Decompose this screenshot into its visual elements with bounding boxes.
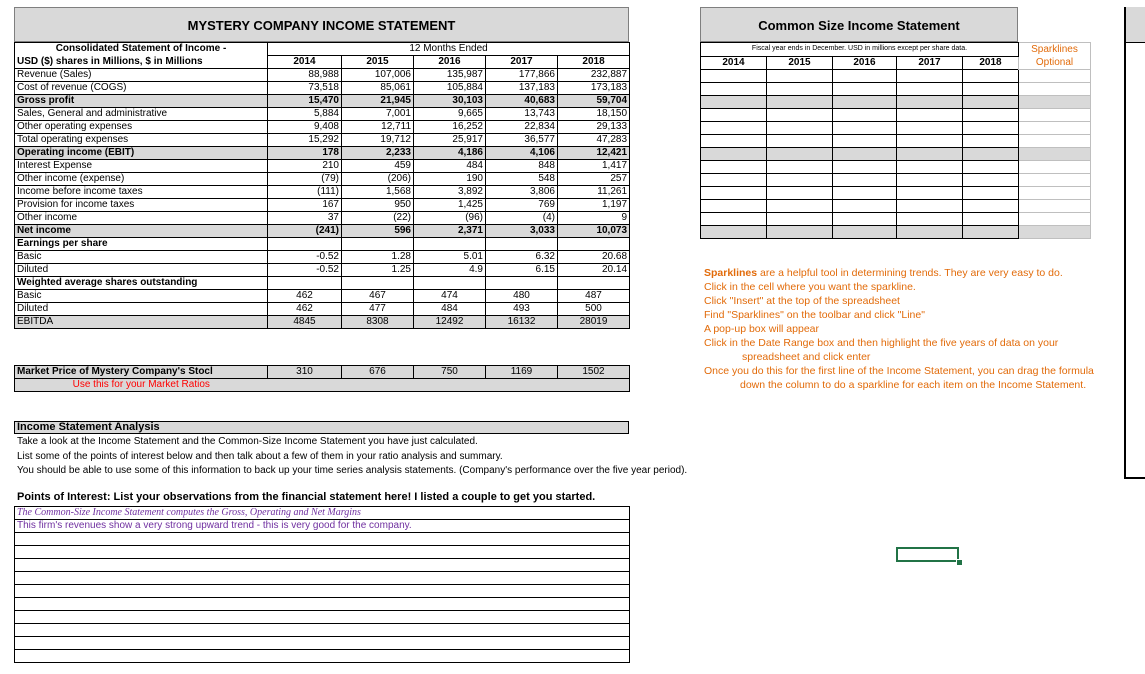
sparkline-line: A pop-up box will appear (704, 323, 819, 335)
cs-value-cell[interactable] (897, 226, 963, 239)
sparkline-cell[interactable] (1019, 174, 1091, 187)
points-table (14, 506, 630, 663)
value-cell[interactable]: 1,417 (558, 160, 630, 173)
sparkline-cell[interactable] (1019, 109, 1091, 122)
cs-value-cell[interactable] (701, 174, 767, 187)
value-cell[interactable]: 137,183 (486, 82, 558, 95)
market-price-label[interactable]: Market Price of Mystery Company's Stocl (15, 366, 268, 379)
value-cell[interactable]: 3,033 (486, 225, 558, 238)
value-cell[interactable]: 950 (342, 199, 414, 212)
sparkline-lead: Sparklines (704, 267, 758, 279)
value-cell[interactable]: 4845 (268, 316, 342, 329)
market-price-cell[interactable]: 676 (342, 366, 414, 379)
value-cell[interactable]: 20.14 (558, 264, 630, 277)
sparkline-cell[interactable] (1019, 161, 1091, 174)
cs-value-cell[interactable] (767, 96, 833, 109)
cs-value-cell[interactable] (833, 83, 897, 96)
value-cell[interactable]: 4.9 (414, 264, 486, 277)
value-cell[interactable]: 28019 (558, 316, 630, 329)
cs-value-cell[interactable] (963, 83, 1019, 96)
cs-value-cell[interactable] (963, 200, 1019, 213)
value-cell[interactable]: 232,887 (558, 69, 630, 82)
value-cell[interactable]: 1.25 (342, 264, 414, 277)
row-label[interactable]: Earnings per share (15, 238, 268, 251)
cs-value-cell[interactable] (833, 70, 897, 83)
cs-value-cell[interactable] (767, 187, 833, 200)
value-cell[interactable]: (111) (268, 186, 342, 199)
value-cell[interactable] (486, 238, 558, 251)
value-cell[interactable]: 5,884 (268, 108, 342, 121)
cs-value-cell[interactable] (833, 96, 897, 109)
optional-label: Optional (1035, 57, 1074, 68)
value-cell[interactable]: 12,421 (558, 147, 630, 160)
value-cell[interactable]: 9,665 (414, 108, 486, 121)
value-cell[interactable]: 37 (268, 212, 342, 225)
cs-value-cell[interactable] (833, 148, 897, 161)
value-cell[interactable] (558, 277, 630, 290)
sparkline-cell[interactable] (1019, 135, 1091, 148)
cs-value-cell[interactable] (963, 96, 1019, 109)
value-cell[interactable]: 1,425 (414, 199, 486, 212)
cs-value-cell[interactable] (701, 96, 767, 109)
header-line1: Consolidated Statement of Income - (55, 43, 227, 55)
cs-value-cell[interactable] (897, 187, 963, 200)
common-size-title: Common Size Income Statement (700, 7, 1018, 42)
value-cell[interactable]: 40,683 (486, 95, 558, 108)
value-cell[interactable]: 47,283 (558, 134, 630, 147)
sparkline-instructions (704, 266, 1124, 392)
market-note[interactable]: Use this for your Market Ratios (15, 379, 268, 392)
cs-year-header[interactable]: 2017 (897, 56, 963, 70)
value-cell[interactable] (268, 277, 342, 290)
value-cell[interactable]: 2,233 (342, 147, 414, 160)
value-cell[interactable]: 9,408 (268, 121, 342, 134)
cs-value-cell[interactable] (701, 187, 767, 200)
value-cell[interactable]: 25,917 (414, 134, 486, 147)
value-cell[interactable]: 1,197 (558, 199, 630, 212)
year-header[interactable]: 2016 (414, 56, 486, 69)
sparkline-cell[interactable] (1019, 96, 1091, 109)
sparkline-line: down the column to do a sparkline for each item on the Income Statement. (740, 379, 1087, 391)
value-cell[interactable] (558, 238, 630, 251)
cs-value-cell[interactable] (833, 135, 897, 148)
row-label[interactable]: Total operating expenses (15, 134, 268, 147)
value-cell[interactable]: 2,371 (414, 225, 486, 238)
value-cell[interactable]: 16132 (486, 316, 558, 329)
value-cell[interactable]: 190 (414, 173, 486, 186)
row-label[interactable]: Interest Expense (15, 160, 268, 173)
sparkline-cell[interactable] (1019, 122, 1091, 135)
value-cell[interactable]: 548 (486, 173, 558, 186)
cs-value-cell[interactable] (833, 187, 897, 200)
value-cell[interactable]: 4,186 (414, 147, 486, 160)
point-row[interactable] (15, 585, 630, 598)
cs-value-cell[interactable] (963, 213, 1019, 226)
year-header[interactable]: 2015 (342, 56, 414, 69)
value-cell[interactable]: 210 (268, 160, 342, 173)
market-price-table (14, 365, 630, 392)
value-cell[interactable]: 467 (342, 290, 414, 303)
value-cell[interactable]: (4) (486, 212, 558, 225)
cs-value-cell[interactable] (963, 70, 1019, 83)
value-cell[interactable]: 1,568 (342, 186, 414, 199)
row-label[interactable]: Operating income (EBIT) (15, 147, 268, 160)
value-cell[interactable]: (22) (342, 212, 414, 225)
cs-value-cell[interactable] (897, 135, 963, 148)
year-header[interactable]: 2014 (268, 56, 342, 69)
row-label[interactable]: Basic (15, 290, 268, 303)
cs-value-cell[interactable] (897, 70, 963, 83)
fill-handle[interactable] (956, 559, 963, 566)
cs-value-cell[interactable] (963, 187, 1019, 200)
value-cell[interactable]: 474 (414, 290, 486, 303)
value-cell[interactable] (342, 238, 414, 251)
value-cell[interactable]: 88,988 (268, 69, 342, 82)
value-cell[interactable] (414, 277, 486, 290)
sparkline-line: Once you do this for the first line of the Income Statement, you can drag the formula (704, 365, 1094, 377)
value-cell[interactable]: 1.28 (342, 251, 414, 264)
cs-value-cell[interactable] (963, 122, 1019, 135)
value-cell[interactable]: 12,711 (342, 121, 414, 134)
value-cell[interactable]: 769 (486, 199, 558, 212)
sparkline-line: spreadsheet and click enter (742, 351, 871, 363)
cs-value-cell[interactable] (833, 161, 897, 174)
sparkline-cell[interactable] (1019, 83, 1091, 96)
sparkline-line: Click in the cell where you want the sparkline. (704, 281, 916, 293)
value-cell[interactable]: 462 (268, 303, 342, 316)
point-row[interactable]: The Common-Size Income Statement computes the Gross, Operating and Net Margins (15, 507, 630, 520)
market-price-cell[interactable]: 1169 (486, 366, 558, 379)
point-row[interactable] (15, 650, 630, 663)
value-cell[interactable]: 36,577 (486, 134, 558, 147)
point-row[interactable] (15, 559, 630, 572)
cs-year-header[interactable]: 2014 (701, 56, 767, 70)
year-header[interactable]: 2017 (486, 56, 558, 69)
value-cell[interactable]: 12492 (414, 316, 486, 329)
sparkline-cell[interactable] (1019, 148, 1091, 161)
value-cell[interactable]: 173,183 (558, 82, 630, 95)
value-cell[interactable]: 22,834 (486, 121, 558, 134)
cs-value-cell[interactable] (701, 109, 767, 122)
cs-value-cell[interactable] (833, 226, 897, 239)
cs-value-cell[interactable] (897, 83, 963, 96)
row-label[interactable]: Other operating expenses (15, 121, 268, 134)
cs-value-cell[interactable] (833, 213, 897, 226)
row-label[interactable]: Sales, General and administrative (15, 108, 268, 121)
value-cell[interactable]: (79) (268, 173, 342, 186)
sparkline-cell[interactable] (1019, 200, 1091, 213)
value-cell[interactable]: 15,292 (268, 134, 342, 147)
cs-value-cell[interactable] (767, 213, 833, 226)
value-cell[interactable]: 105,884 (414, 82, 486, 95)
market-price-cell[interactable]: 1502 (558, 366, 630, 379)
cs-value-cell[interactable] (897, 122, 963, 135)
value-cell[interactable]: 459 (342, 160, 414, 173)
market-price-cell[interactable]: 310 (268, 366, 342, 379)
cs-value-cell[interactable] (767, 122, 833, 135)
cs-value-cell[interactable] (701, 226, 767, 239)
cs-value-cell[interactable] (833, 174, 897, 187)
value-cell[interactable]: 257 (558, 173, 630, 186)
value-cell[interactable]: 11,261 (558, 186, 630, 199)
row-label[interactable]: Basic (15, 251, 268, 264)
value-cell[interactable]: 29,133 (558, 121, 630, 134)
cs-value-cell[interactable] (767, 135, 833, 148)
cs-value-cell[interactable] (767, 83, 833, 96)
value-cell[interactable]: 19,712 (342, 134, 414, 147)
cs-value-cell[interactable] (963, 226, 1019, 239)
cs-value-cell[interactable] (701, 161, 767, 174)
row-label[interactable]: Provision for income taxes (15, 199, 268, 212)
row-label[interactable]: Weighted average shares outstanding (15, 277, 268, 290)
cs-value-cell[interactable] (701, 135, 767, 148)
cs-value-cell[interactable] (897, 96, 963, 109)
row-label[interactable]: Other income (expense) (15, 173, 268, 186)
sparkline-cell[interactable] (1019, 213, 1091, 226)
value-cell[interactable]: 848 (486, 160, 558, 173)
common-size-table (700, 42, 1091, 239)
sparkline-line: Find "Sparklines" on the toolbar and click "Line" (704, 309, 925, 321)
value-cell[interactable] (268, 238, 342, 251)
cs-value-cell[interactable] (701, 148, 767, 161)
value-cell[interactable]: 73,518 (268, 82, 342, 95)
income-statement-table (14, 42, 630, 329)
row-label[interactable]: EBITDA (15, 316, 268, 329)
sparkline-cell[interactable] (1019, 70, 1091, 83)
cs-year-header[interactable]: 2016 (833, 56, 897, 70)
year-header[interactable]: 2018 (558, 56, 630, 69)
row-label[interactable]: Diluted (15, 303, 268, 316)
cs-year-header[interactable]: 2015 (767, 56, 833, 70)
points-title: Points of Interest: List your observations from the financial statement here! I listed a couple to get you started. (17, 491, 596, 503)
value-cell[interactable]: 59,704 (558, 95, 630, 108)
value-cell[interactable]: 500 (558, 303, 630, 316)
cs-value-cell[interactable] (767, 174, 833, 187)
value-cell[interactable]: 462 (268, 290, 342, 303)
value-cell[interactable]: 487 (558, 290, 630, 303)
cs-value-cell[interactable] (767, 161, 833, 174)
value-cell[interactable]: 15,470 (268, 95, 342, 108)
value-cell[interactable] (342, 277, 414, 290)
value-cell[interactable]: 9 (558, 212, 630, 225)
value-cell[interactable]: 8308 (342, 316, 414, 329)
cs-value-cell[interactable] (701, 213, 767, 226)
value-cell[interactable]: 493 (486, 303, 558, 316)
cs-value-cell[interactable] (833, 122, 897, 135)
cs-value-cell[interactable] (963, 174, 1019, 187)
sparkline-line: are a helpful tool in determining trends. They are very easy to do. (757, 267, 1063, 279)
row-label[interactable]: Revenue (Sales) (15, 69, 268, 82)
point-row[interactable] (15, 598, 630, 611)
sparklines-label: Sparklines (1031, 44, 1078, 55)
cs-value-cell[interactable] (897, 109, 963, 122)
header-line2: USD ($) shares in Millions, $ in Millions (17, 55, 203, 67)
value-cell[interactable]: 20.68 (558, 251, 630, 264)
cs-value-cell[interactable] (767, 109, 833, 122)
analysis-text (17, 435, 817, 479)
row-label[interactable]: Income before income taxes (15, 186, 268, 199)
value-cell[interactable]: 85,061 (342, 82, 414, 95)
value-cell[interactable]: 135,987 (414, 69, 486, 82)
cs-value-cell[interactable] (897, 174, 963, 187)
value-cell[interactable] (486, 277, 558, 290)
row-label[interactable]: Gross profit (15, 95, 268, 108)
analysis-title[interactable]: Income Statement Analysis (14, 421, 629, 434)
value-cell[interactable]: 18,150 (558, 108, 630, 121)
analysis-line: Take a look at the Income Statement and the Common-Size Income Statement you have just calculated. (17, 436, 478, 447)
sparkline-line: Click in the Date Range box and then highlight the five years of data on your (704, 337, 1059, 349)
value-cell[interactable]: 21,945 (342, 95, 414, 108)
right-panel-edge (1124, 7, 1145, 479)
cs-value-cell[interactable] (963, 148, 1019, 161)
sparkline-cell[interactable] (1019, 187, 1091, 200)
point-row[interactable] (15, 546, 630, 559)
cs-value-cell[interactable] (897, 148, 963, 161)
cs-year-header[interactable]: 2018 (963, 56, 1019, 70)
cs-value-cell[interactable] (963, 109, 1019, 122)
period-label-cell[interactable] (268, 43, 630, 56)
value-cell[interactable] (414, 238, 486, 251)
cs-value-cell[interactable] (833, 200, 897, 213)
value-cell[interactable]: -0.52 (268, 264, 342, 277)
value-cell[interactable]: -0.52 (268, 251, 342, 264)
point-row[interactable] (15, 611, 630, 624)
value-cell[interactable]: 10,073 (558, 225, 630, 238)
cs-value-cell[interactable] (767, 70, 833, 83)
value-cell[interactable]: 16,252 (414, 121, 486, 134)
market-price-cell[interactable]: 750 (414, 366, 486, 379)
value-cell[interactable]: 30,103 (414, 95, 486, 108)
value-cell[interactable]: 4,106 (486, 147, 558, 160)
row-label[interactable]: Cost of revenue (COGS) (15, 82, 268, 95)
value-cell[interactable]: (241) (268, 225, 342, 238)
value-cell[interactable]: (206) (342, 173, 414, 186)
value-cell[interactable]: 13,743 (486, 108, 558, 121)
value-cell[interactable]: (96) (414, 212, 486, 225)
point-row[interactable] (15, 572, 630, 585)
cs-value-cell[interactable] (701, 70, 767, 83)
point-row[interactable] (15, 637, 630, 650)
sparkline-line: Click "Insert" at the top of the spreadsheet (704, 295, 900, 307)
value-cell[interactable]: 7,001 (342, 108, 414, 121)
period-label: 12 Months Ended (409, 43, 488, 54)
cs-value-cell[interactable] (767, 148, 833, 161)
common-size-subtitle[interactable]: Fiscal year ends in December. USD in millions except per share data. (701, 43, 1019, 57)
value-cell[interactable]: 5.01 (414, 251, 486, 264)
point-row[interactable] (15, 624, 630, 637)
value-cell[interactable]: 107,006 (342, 69, 414, 82)
value-cell[interactable]: 484 (414, 160, 486, 173)
value-cell[interactable]: 3,806 (486, 186, 558, 199)
row-label[interactable]: Net income (15, 225, 268, 238)
point-row[interactable]: This firm's revenues show a very strong upward trend - this is very good for the company. (15, 520, 630, 533)
value-cell[interactable]: 480 (486, 290, 558, 303)
selected-cell[interactable] (896, 547, 959, 562)
row-label[interactable]: Diluted (15, 264, 268, 277)
cs-value-cell[interactable] (897, 200, 963, 213)
value-cell[interactable]: 484 (414, 303, 486, 316)
value-cell[interactable]: 178 (268, 147, 342, 160)
cs-value-cell[interactable] (701, 83, 767, 96)
sparkline-cell[interactable] (1019, 226, 1091, 239)
cs-value-cell[interactable] (833, 109, 897, 122)
cs-value-cell[interactable] (963, 135, 1019, 148)
cs-value-cell[interactable] (897, 161, 963, 174)
point-row[interactable] (15, 533, 630, 546)
analysis-line: You should be able to use some of this information to back up your time series analysis statements. (Company's performance over the five year period). (17, 465, 688, 476)
value-cell[interactable]: 6.15 (486, 264, 558, 277)
value-cell[interactable]: 6.32 (486, 251, 558, 264)
cs-value-cell[interactable] (963, 161, 1019, 174)
cs-value-cell[interactable] (897, 213, 963, 226)
market-note-fill[interactable] (268, 379, 630, 392)
value-cell[interactable]: 477 (342, 303, 414, 316)
row-label[interactable]: Other income (15, 212, 268, 225)
header-line1-cell[interactable] (15, 43, 268, 56)
cs-value-cell[interactable] (701, 122, 767, 135)
analysis-line: List some of the points of interest below and then talk about a few of them in your ratio analysis and summary. (17, 450, 503, 462)
cs-value-cell[interactable] (701, 200, 767, 213)
value-cell[interactable]: 167 (268, 199, 342, 212)
value-cell[interactable]: 3,892 (414, 186, 486, 199)
cs-value-cell[interactable] (767, 200, 833, 213)
income-statement-title: MYSTERY COMPANY INCOME STATEMENT (14, 7, 629, 42)
cs-value-cell[interactable] (767, 226, 833, 239)
value-cell[interactable]: 177,866 (486, 69, 558, 82)
sparklines-optional[interactable] (1019, 43, 1091, 70)
value-cell[interactable]: 596 (342, 225, 414, 238)
header-line2-cell[interactable] (15, 56, 268, 69)
